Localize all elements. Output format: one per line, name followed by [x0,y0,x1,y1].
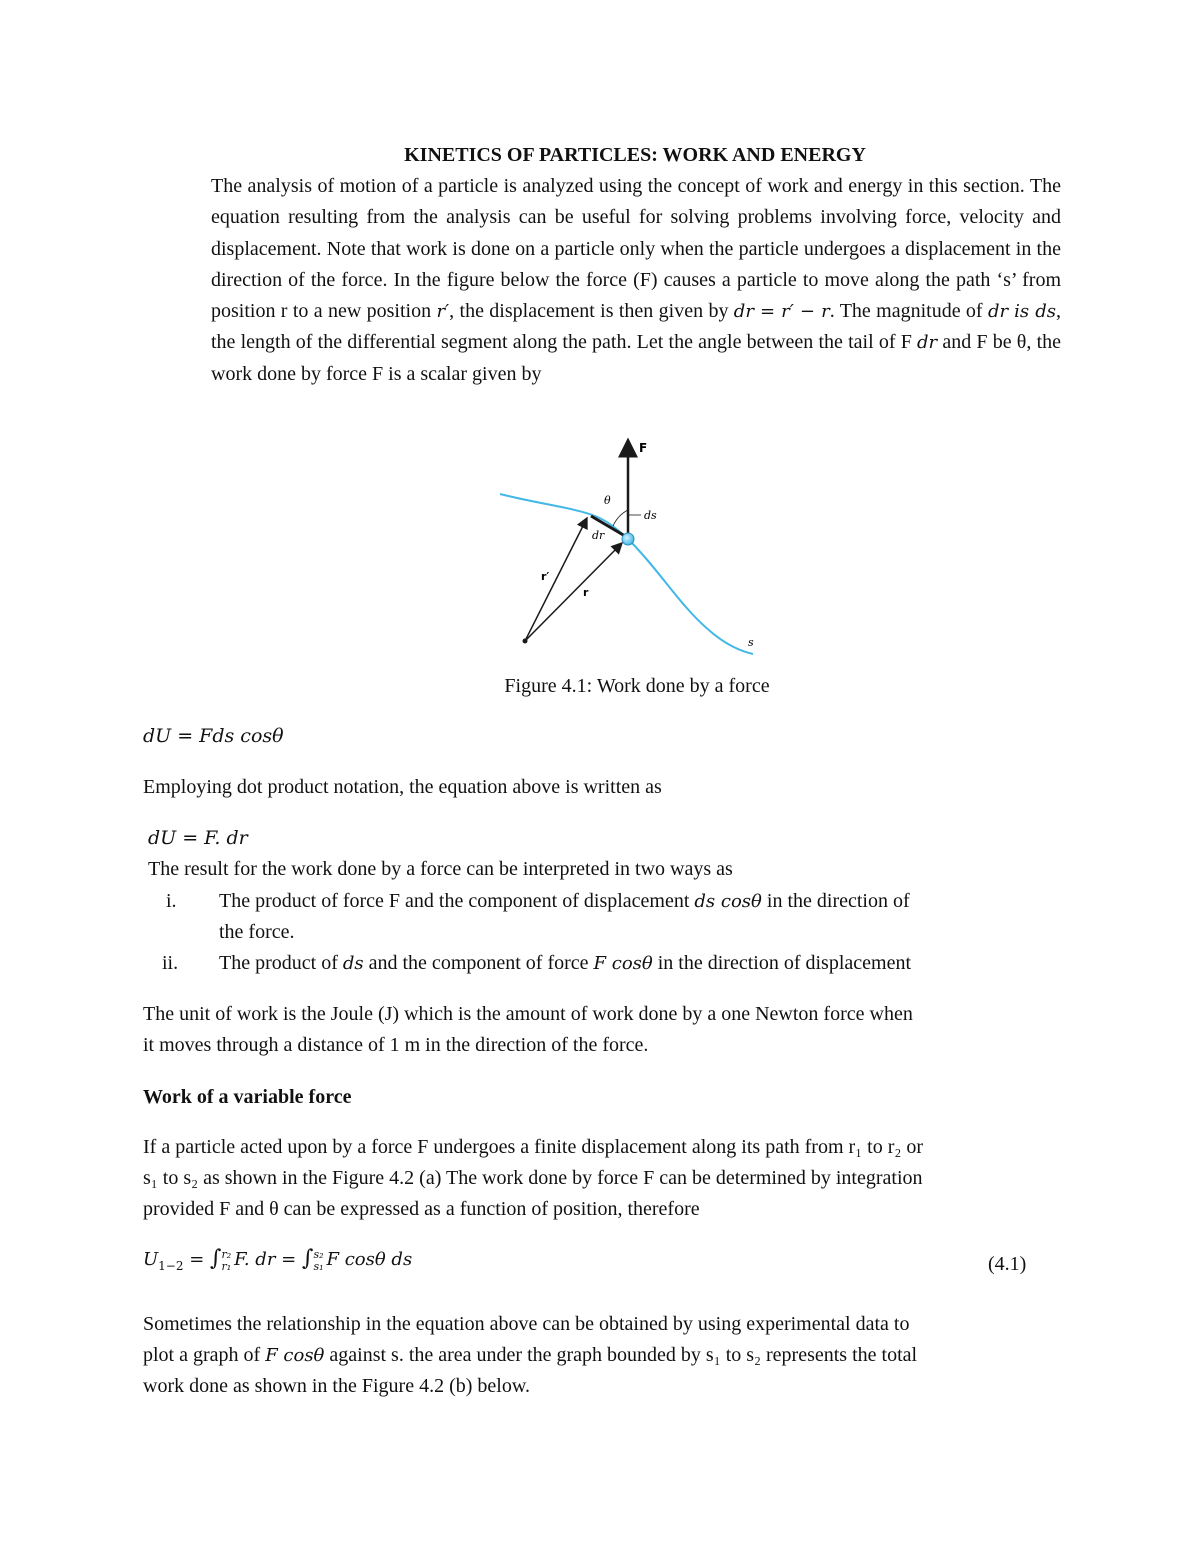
lower-limit: r₁ [221,1259,232,1273]
position-vector-r-prime [525,518,587,641]
label-theta: θ [604,494,611,507]
list-item-text: and the component of force [363,952,594,974]
label-s: s [748,636,754,649]
list-item-continuation: the force. [219,921,295,943]
eq-equals: = [183,1249,211,1270]
list-item-text: in the direction of [761,890,910,912]
interpretation-intro: The result for the work done by a force can be interpreted in two ways as [148,858,733,880]
equation-number: (4.1) [988,1253,1027,1275]
intro-text-1: The analysis of motion of a particle is analyzed using the concept of work and energy in this section. The equation resulting from the analysis can be useful for solving problems involving force, velocity and displacement. Note that work is done on a particle only when the particle undergoes a displacement in the direction of the force. In the figure below the force (F) causes a particle to move along the path ‘s’ from position r to a new position [211,175,1061,323]
unit-line-2: it moves through a distance of 1 m in the direction of the force. [143,1034,649,1056]
list-number: ii. [162,952,179,974]
intro-text-4: , the length of the differential segment along the path. Let the angle between the tail of F [211,300,1061,354]
path-curve [500,494,753,654]
unit-line-1: The unit of work is the Joule (J) which is the amount of work done by a one Newton force when [143,1003,913,1025]
experimental-line-1: Sometimes the relationship in the equation above can be obtained by using experimental data to [143,1313,910,1335]
label-F: F [639,441,648,455]
list-item-math: ds cosθ [694,891,762,912]
position-vector-r [525,543,622,641]
equation-dot-product: dU = F. dr [148,827,248,849]
experimental-line-2 [143,1344,917,1367]
section-heading: Work of a variable force [143,1086,352,1108]
intro-dr: dr [917,332,938,354]
variable-force-line-2: s₁ to s₂ as shown in the Figure 4.2 (a) The work done by force F can be determined by integration [143,1167,923,1189]
eq-equals: = [275,1249,302,1270]
intro-text-3: . The magnitude of [829,300,988,323]
integral-sign: ∫ [301,1246,314,1271]
eq-middle: F. dr [234,1249,276,1270]
list-item-text: The product of force F and the component of displacement [219,890,695,912]
list-item [219,952,911,975]
integral-limits [222,1249,232,1273]
list-item-text: in the direction of displacement [652,952,912,974]
equation-dU: dU = Fds cosθ [143,725,284,747]
list-item-math: ds [342,953,364,974]
upper-limit: r₂ [221,1247,232,1261]
variable-force-line-1: If a particle acted upon by a force F undergoes a finite displacement along its path from r₁ to r₂ or [143,1136,923,1158]
origin-point [523,639,528,644]
label-dr: dr [592,529,605,542]
particle [622,533,634,545]
variable-force-line-3: provided F and θ can be expressed as a function of position, therefore [143,1198,700,1220]
integral-sign: ∫ [210,1246,222,1271]
list-item-math: F cosθ [593,953,653,974]
equation-4-1 [143,1246,412,1273]
intro-rprime: r′ [436,301,450,323]
list-item [219,890,910,913]
experimental-text: plot a graph of [143,1344,266,1366]
list-item-text: The product of [219,952,343,974]
lower-limit: s₁ [313,1259,324,1273]
eq-lhs: U [143,1249,159,1270]
label-r: r [583,586,589,599]
intro-text-2: , the displacement is then given by [449,300,734,323]
label-ds: ds [644,509,657,522]
eq-lhs-subscript: 1−2 [158,1258,184,1273]
list-number: i. [166,890,177,912]
experimental-line-3: work done as shown in the Figure 4.2 (b) below. [143,1375,530,1397]
page-title: KINETICS OF PARTICLES: WORK AND ENERGY [404,144,866,166]
intro-dr-is-ds: dr is ds [987,301,1056,323]
upper-limit: s₂ [313,1247,324,1261]
label-r-prime: r′ [541,570,550,583]
intro-text-5: and F be θ, the work done by force F is a scalar given by [211,331,1062,385]
experimental-text: against s. the area under the graph bounded by s₁ to s₂ represents the total [324,1344,918,1366]
experimental-math: F cosθ [265,1345,325,1366]
dot-intro-text: Employing dot product notation, the equation above is written as [143,776,662,798]
intro-paragraph [211,171,1061,390]
theta-arc [613,510,628,526]
integral-limits [313,1249,323,1273]
eq-rhs: F cosθ ds [326,1249,413,1270]
figure-caption: Figure 4.1: Work done by a force [504,675,770,697]
intro-dr-equation: dr = r′ − r [733,301,830,323]
work-force-figure [495,426,775,666]
